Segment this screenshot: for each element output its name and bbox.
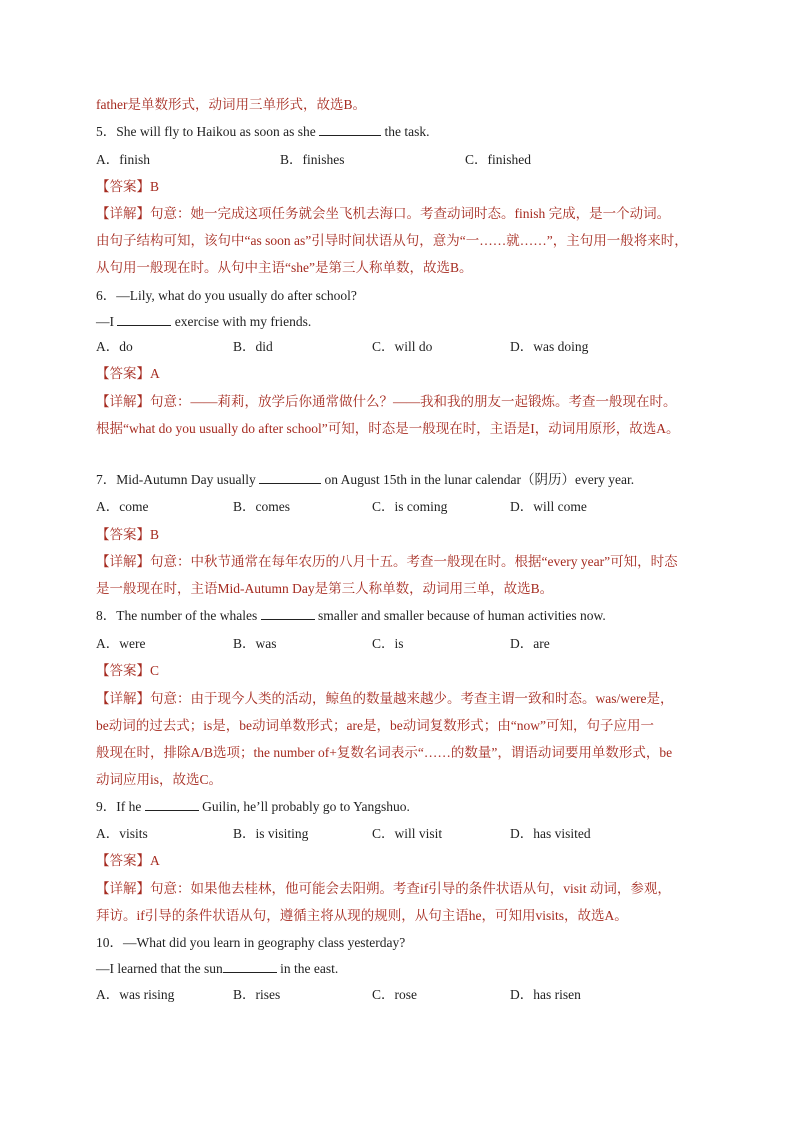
q6-reply (96, 313, 311, 331)
q8-detail-line-4: 动词应用is，故选C。 (96, 772, 223, 787)
intro-line: father是单数形式，动词用三单形式，故选B。 (96, 97, 366, 112)
q5-stem-part1: 5．She will fly to Haikou as soon as she (96, 124, 316, 139)
q10-options (96, 986, 716, 1004)
q9-stem-part1: 9．If he (96, 799, 142, 814)
q8-stem (96, 607, 606, 625)
q8-option-a: A．were (96, 636, 146, 651)
q6-option-b: B．did (233, 339, 273, 354)
q7-option-c: C．is coming (372, 499, 448, 514)
q10-blank (223, 960, 277, 973)
q6-options (96, 338, 716, 356)
q6-detail-line-2: 根据“what do you usually do after school”可知，时态是一般现在时，主语是I，动词用原形，故选A。 (96, 421, 680, 436)
q6-stem: 6．—Lily, what do you usually do after school? (96, 288, 357, 303)
q8-options (96, 635, 716, 653)
q9-stem (96, 798, 410, 816)
q10-reply-part1: —I learned that the sun (96, 961, 223, 976)
q5-blank (319, 123, 381, 136)
q6-option-c: C．will do (372, 339, 433, 354)
q9-detail-line-1: 【详解】句意：如果他去桂林，他可能会去阳朔。考查if引导的条件状语从句，visit 动词，参观， (96, 881, 671, 896)
q7-blank (259, 471, 321, 484)
q8-stem-part2: smaller and smaller because of human activities now. (317, 608, 606, 623)
q8-answer: 【答案】C (96, 663, 160, 678)
q9-option-c: C．will visit (372, 826, 443, 841)
q8-blank (261, 607, 315, 620)
q9-option-d: D．has visited (510, 826, 591, 841)
q5-options (96, 151, 716, 169)
q7-option-a: A．come (96, 499, 149, 514)
q7-detail-line-2: 是一般现在时，主语Mid-Autumn Day是第三人称单数，动词用三单，故选B。 (96, 581, 554, 596)
q8-detail-line-3: 般现在时，排除A/B选项；the number of+复数名词表示“……的数量”，谓语动词要用单数形式，be (96, 745, 673, 760)
q5-option-b: B．finishes (280, 152, 345, 167)
q8-detail-line-2: be动词的过去式；is是，be动词单数形式；are是，be动词复数形式；由“now”可知，句子应用一 (96, 718, 654, 733)
q10-option-d: D．has risen (510, 987, 581, 1002)
q10-option-b: B．rises (233, 987, 281, 1002)
q6-option-d: D．was doing (510, 339, 589, 354)
q5-answer: 【答案】B (96, 179, 160, 194)
q10-reply (96, 960, 338, 978)
q9-option-b: B．is visiting (233, 826, 309, 841)
q7-detail-line-1: 【详解】句意：中秋节通常在每年农历的八月十五。考查一般现在时。根据“every year”可知，时态 (96, 554, 678, 569)
q6-option-a: A．do (96, 339, 133, 354)
q5-stem (96, 123, 429, 141)
q7-option-b: B．comes (233, 499, 290, 514)
q6-blank (117, 313, 171, 326)
q5-detail-line-3: 从句用一般现在时。从句中主语“she”是第三人称单数，故选B。 (96, 260, 473, 275)
q5-detail-line-2: 由句子结构可知，该句中“as soon as”引导时间状语从句，意为“一……就……”，主句用一般将来时， (96, 233, 688, 248)
q6-reply-part1: —I (96, 314, 114, 329)
q9-answer: 【答案】A (96, 853, 160, 868)
q8-option-b: B．was (233, 636, 277, 651)
q7-stem-part2: on August 15th in the lunar calendar（阴历）every year. (324, 472, 635, 487)
q8-option-d: D．are (510, 636, 550, 651)
q6-reply-part2: exercise with my friends. (174, 314, 312, 329)
q5-stem-part2: the task. (384, 124, 430, 139)
q8-option-c: C．is (372, 636, 404, 651)
q5-detail-line-1: 【详解】句意：她一完成这项任务就会坐飞机去海口。考查动词时态。finish 完成，是一个动词。 (96, 206, 671, 221)
q10-option-a: A．was rising (96, 987, 175, 1002)
q10-option-c: C．rose (372, 987, 417, 1002)
q6-answer: 【答案】A (96, 366, 160, 381)
q8-stem-part1: 8．The number of the whales (96, 608, 258, 623)
q9-stem-part2: Guilin, he’ll probably go to Yangshuo. (202, 799, 410, 814)
q9-options (96, 825, 716, 843)
q10-reply-part2: in the east. (280, 961, 339, 976)
q7-options (96, 498, 716, 516)
q10-stem: 10．—What did you learn in geography class yesterday? (96, 935, 406, 950)
q6-detail-line-1: 【详解】句意：——莉莉，放学后你通常做什么？——我和我的朋友一起锻炼。考查一般现在时。 (96, 394, 677, 409)
q5-option-a: A．finish (96, 152, 150, 167)
q7-stem (96, 471, 634, 489)
q8-detail-line-1: 【详解】句意：由于现今人类的活动，鲸鱼的数量越来越少。考查主谓一致和时态。was/were是， (96, 691, 674, 706)
q7-answer: 【答案】B (96, 527, 160, 542)
q5-option-c: C．finished (465, 152, 531, 167)
q7-stem-part1: 7．Mid-Autumn Day usually (96, 472, 256, 487)
q9-option-a: A．visits (96, 826, 148, 841)
q7-option-d: D．will come (510, 499, 587, 514)
q9-detail-line-2: 拜访。if引导的条件状语从句，遵循主将从现的规则，从句主语he，可知用visits，故选A。 (96, 908, 628, 923)
q9-blank (145, 798, 199, 811)
